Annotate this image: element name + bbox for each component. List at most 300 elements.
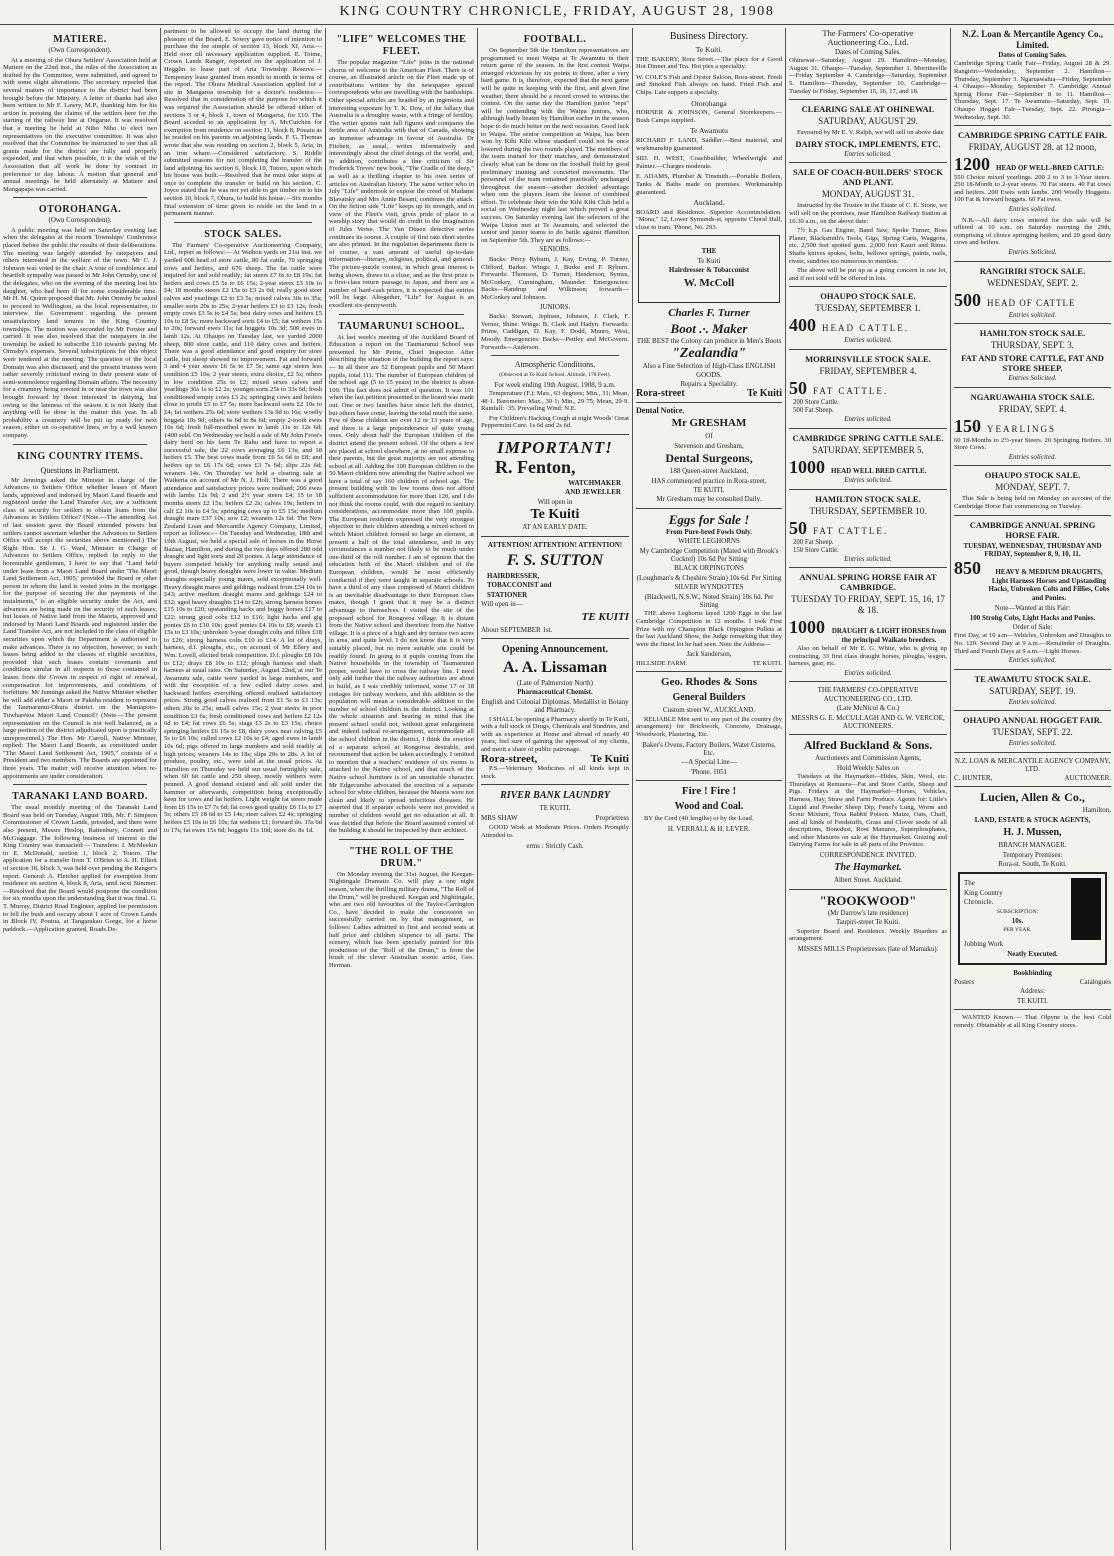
ad-subscription-box [958, 872, 1107, 965]
sale-entries: Entries solicited. [844, 475, 892, 484]
sale-heading: ANNUAL SPRING HORSE FAIR AT CAMBRIDGE. [799, 572, 937, 593]
ad-eggs-line: SILVER WYNDOTTES [674, 583, 744, 592]
ad-laundry-heading: RIVER BANK LAUNDRY [500, 790, 610, 802]
sale-count: 150 [954, 415, 981, 436]
sale-heading: CLEARING SALE AT OHINEWAL [801, 104, 935, 115]
sale-count: 50 [789, 377, 807, 398]
ad-dental-line: Of [705, 432, 713, 441]
ad-buckland-name: Alfred Buckland & Sons. [803, 738, 933, 753]
ad-buckland-sub: Auctioneers and Commission Agents, [815, 754, 921, 763]
ad-turner-town: Te Kuiti [747, 388, 782, 400]
sale-heading: NGARUAWAHIA STOCK SALE. [970, 391, 1095, 402]
divider [789, 489, 947, 490]
sale-body: This Sale is being held on Monday on account of the Cambridge Horse Fair commencing on Tuesday. [954, 495, 1111, 511]
ad-lissaman-body: I SHALL be opening a Pharmacy shortly in Te Kuiti, with a full stock of Drugs, Chemicals and Sundries, and with an experience at Home and abroad of nearly 40 years, feel sure of gaining the approval of my clients, and merit a share of public patronage. [481, 715, 629, 753]
ad-eggs-town: TE KUITI. [752, 659, 782, 667]
sale-lot [789, 618, 947, 645]
ad-lucien-trade: LAND, ESTATE & STOCK AGENTS, [974, 815, 1091, 824]
ad-turner-street: Rora-street [636, 388, 685, 400]
ad-buckland-correspondence: CORRESPONDENCE INVITED. [819, 851, 917, 860]
divider [954, 261, 1111, 262]
ad-important-heading: IMPORTANT! [497, 437, 613, 457]
sale-heading: CAMBRIDGE SPRING CATTLE FAIR. [958, 130, 1107, 141]
directory-entry: BOARD and Residence. Superior Accommodation. "Mona," 12, Lower Symonds-st, opposite Choral Hall, close to tram. 'Phone, No. 293. [636, 208, 782, 231]
article-title-taranaki-land-board: TARANAKI LAND BOARD. [12, 791, 148, 803]
divider [339, 314, 464, 315]
sale-note: Note—Wanted at this Fair: [994, 604, 1071, 613]
column-3 [326, 28, 477, 1550]
column-2 [161, 28, 325, 1550]
sale-hamilton-sept3 [954, 328, 1111, 383]
ad-buckland-body: Tuesdays at the Haymarket—Hides, Skin, Wool, etc. Thursdays at Remuera—Fat and Store Cattle, Sheep and Pigs. Fridays at the Haymarket—Horses, Vehicles, Harness, Hay, Straw and Farm Produce. Agents for: Little's Liquid and Powder Sheep Dip, Fenel's Lung, Worm and Scour Mixture, Toxa Rabbit Poison. Maize, Oats, Chaff, and all kinds of Feedstuffs, Grass and Clover seeds of all descriptions, Bonedust, Root Manures, Superphosphates, and other Manures on sale at the Haymarket. Grazing and Dairying Farms for sale in all parts of the Province. [789, 773, 947, 849]
sale-entries: Entries solicited. [844, 336, 892, 345]
ad-bookbinding-item: Catalogues [1079, 977, 1111, 986]
ad-bookbinding-items [954, 979, 1111, 987]
ad-mccoll-line: Te Kuiti [697, 256, 721, 265]
sale-morrinsville [789, 354, 947, 424]
ad-rhodes-line: Custom street W., AUCKLAND. [662, 706, 756, 715]
sale-items: 550 Choice mixed yearlings. 200 2 to 3 to 3-Year steers. 250 18-Month to 2-year steers. 70 Fat steers. 40 Fat cows and heifers. 200 Ewes with lambs. 200 Woolly Hoggetts. 100 Fat & forward hoggets. 60 Fat ewes. [954, 173, 1111, 204]
article-body-stock-sales: The Farmers' Co-operative Auctioneering Company, Ltd., report as follows:— At Waihou yards on 21st inst. we yarded 608 head of store cattle, 80 fat cattle, 70 springing cows and heifers, and 676 sheep. The fat cattle were inquired for and sold readily; fat steers £7 6s to £8 19s; fat heifers and cows £5 5s to £6 15s; 2-year steers £3 10s to £4; 18 months steers £2 15s to £3 2s 6d; really good steer calves and yearlings £2 to £3 5s; mixed calves 30s to 35s; smaller sorts 20s to 25s; 2-year heifers £3 to £3 12s; fresh empty cows £3 5s to £4 5s; best dairy cows and heifers £5 10s to £8 5s; more backward sorts £4 to £5; fat wethers 15s to 20s; forward ewes 11s; fat hoggets 10s 3d; 500 ewes in lamb 12s. At Ohaupo on Tuesday last, we yarded 2000 sheep, 800 store cattle, and 110 dairy cows and heifers. There was a good attendance and good enquiry for store cattle, but sheep showed no improvement. Fat and forward 3 and 4 year steers £6 5s to £7 5s; same age steers less condition £5 10s; 2 year steers, extra choice, £2 5s; others in low condition 25s to £2; mixed sexes calves and yearlings 36s 1s to £2 2s; younger sorts 25s to 33s 6d; fresh conditioned empty cows £3 2s; springing cows and heifers close to profit £5 to £7 5s; more backward sorts £2 10s to £4; fat wethers 25s 6d; store wethers 13s 9d to 16s; woolly hoggets 10s 9d; others 6s 6d to 8s 6d; empty 2-tooth ewes 10s 6d; fresh full-mouthed ewes in lamb 11s to 12s 6d; 1400 sold. On Wednesday we held a sale of Mr John Frost's dairy herd on his farm Te Rahu and have to report a successful sale, the 22 cows averaging £6 13s; and 18 heifers £5. The best cows made from £6 5s 6d to £8; and heifers up to £6 17s 6d; sows £3 7s 6d; slips 22s 6d; weaners 14s. On Thursday we held a clearing sale at Waikeria on account of Mr N. J. Holt. There was a good attendance and satisfactory prices were realised; 206 ewes with lambs 12s 9d; 2 and 2½ year steers £4; 15 to 18 months steers £2 15s; heifers £2 2s; calves 19s; heifers in calf £2 10s to £4 5s; springing cows up to £5 15s; medium draught mare £37 10s; sow £2; weaners 12s 6d. The New Zealand Loan and Mercantile Agency Company, Limited, report as follows:— On Tuesday and Wednesday, 18th and 19th August, we held a special sale of horses in the Horse Bazaar, Hamilton, and during the two days offered 280 odd draught and light sorts and 20 ponies. A large attendance of buyers competed briskly for anything really sound and good, though heavy draughts were lower in value. Medium draughts especially young mares, sold exceptionally well. Heavy draught mares and geldings realised from £34 10s to £43; active medium draught mares and geldings £24 to £32; aged heavy draughts £14 to £26; strong harness horses £15 10s to £20; upstanding hacks and buggy horses £17 to £22; strong good cobs £12 to £16; light hacks and gig ponies £6 to £10 10s; good ponies £4 10s to £8; weeds £1 15s to £3 10s; unbroken 3-year draught colts and fillies £18 to £26; strong harness colts £10 to £14. A lot of drays, harness, d.f. ploughs, etc., on account of Mr Ellery and Wm. Lovell, elicited brisk competition. D.f. ploughs £8 10s to £12; drays £8 10s to £12; plough harness and shaft harness at usual rates. On Saturday, August 22nd, at our Te Awamutu sale, cattle were yarded in large numbers, and with the exception of a few culled dairy cows and backward heifers everything offered realised satisfactory prices. Strong good calves realised from £1 5s to £1 13s; others 20s to 25s; small calves 15s; 2 year steers in poor condition £3 6s; fresh conditioned cows and heifers £2 12s 6d to £4; fat cows £6 5s; stags £3 2s to £3 15s; choice springing heifers £6 15s to £8, dairy cows near calving £5 5s to £6 10s; culled cows £2 10s to £4; aged ewes in lamb 10s 6d; pigs offered in large numbers and sold readily at high prices; weaners 14s to 18s; slips 20s to 28s. A lot of produce, poultry, etc., were sold at the usual prices. At Hamilton on Thursday we held our usual fortnightly sale, when 60 fat cattle and 250 sheep, mostly wethers were penned. A good demand existed and all sold under the hammer or afterwards, competition being exceptionally keen for cows and fat heifers. Light weight fat steers made from £6 15s to £7 7s 6d; fat cows good quality £6 11s to £7 5s; others £5 18 6d to £5 14s; steer calves £2 4s; springing heifers £5 10s to £6 10s; fat wethers £1; forward do. 15s 6d to 17s; fat ewes 15s 6d; hoggets 11s 10d; store do. 8s 1d. [164, 241, 322, 834]
divider [789, 567, 947, 568]
sale-items: DAIRY STOCK, IMPLEMENTS, ETC. [795, 138, 941, 149]
article-body-king-country-items: Mr Jennings asked the Minister in charge of the Advances to Settlers Office whether leases of Maori lands, approved and indorsed by Maori Land Boards and registered under the Land Transfer Act, are a sufficient class of security for settlers to obtain loans from the Advances to Settlers Office? (Note.—The amending Act of last session gave the Board extended powers but settlers cannot ascertain whether the Advances to Settlers Office will accept the securities above mentioned.) The Right Hon. Sir J. G. Ward, Minister in Charge of Advances to Settlers Office, replied: In reply to the honourable gentleman, I have to say that "Land held under lease from a Maori Land Board under 'The Maori Land Settlement Act, 1905,' provided the Board or other person in whom the land is vested joins in the mortgage for the purpose of securing the due payments of the instalments," is an eligible security under the Act, and advances are being made on the security of such leases; but leases of Native land from the Maoris, approved and indorsed by Maori Land Boards and registered under the Land Transfer Act, are not included in the class of eligible securities upon which the Department is authorised to make advances. There is no objection, however, to such leases being added to the classes of eligible securities, provided that such leases contain covenants and conditions similar in all respects to those contained in leases from the Crown in respect of right of renewal, compensation for improvements, and conditions of forfeiture. Mr Jennings asked the Native Minister whether he will add either a Maori or Pakeha resident to represent the Taumarunui-Ohura district on the Maniapoto-Tuwharetoa Maori Land Council? (Note.—The present representation on the Council is not well balanced, as a large portion of the district adjudicated upon is practically unrepresented.) The Hon. Mr Carroll, Native Minister, replied: The Maori Land Boards, as constituted under "The Maori Land Settlement Act, 1905," consists of a President and two members. The Boards are appointed for three years. The matter will receive attention when re-appointments are under consideration. [3, 476, 157, 780]
sale-stock: FAT CATTLE. [813, 525, 889, 536]
byline: (Own Correspondent). [48, 216, 112, 225]
sale-stock: HEAVY & MEDIUM DRAUGHTS, Light Harness Horses and Upstanding Hacks, Unbroken Colts and Fillies, Cobs and Ponies. [988, 568, 1110, 602]
sale-date: SATURDAY, SEPT. 19. [989, 685, 1076, 696]
ad-opening-heading: Opening Announcement. [501, 644, 609, 655]
divider [789, 681, 947, 682]
sale-count: 400 [789, 315, 816, 336]
article-body-football: On September 5th the Hamilton representatives are programmed to meet Waipa at Te Awamutu in their return game of the season. In the first contest Waipa emerged victorious by six points to three, after a very hard game. It is, therefore, expected that the next game will be quite in keeping with the first, and given fine weather, there should be a record crowd to witness the contest. On the same day the Hamilton junior "reps" will be contending with the Waipa juniors, who, although badly beaten by Hamilton earlier in the season hope to do much better on the next occasion. Good luck to Waipa. The senior competition at Waipa, has been won by Kihi Kihi whose standard could not be once lowered during the two rounds played. The members of the team trained for their matches, and demonstrated clearly what can be done on the football field by good preliminary training and concerted movements. The personnel of the team remained practically unchanged throughout the season—another decided advantage when one the players learn the lesson of combined effort. To celebrate their win the Kihi Kihi Club held a social on Wednesday night last which proved a great success. On Saturday evening last the selectors of the Waipa Union met at Te Awamutu, and selected the senior and junior teams to do battle against Hamilton on September 5th. They are as follows:— [481, 47, 629, 244]
ad-lissaman-name: A. A. Lissaman [502, 659, 608, 676]
sale-heading: CAMBRIDGE ANNUAL SPRING HORSE FAIR. [969, 519, 1096, 540]
divider [789, 162, 947, 163]
ad-eggs-line: My Cambridge Competition (Mated with Brook's Cockrel) 10s 6d Per Sitting [639, 546, 779, 563]
divider [954, 387, 1111, 388]
ad-eggs-address [636, 660, 782, 668]
sale-date: FRIDAY, SEPT. 4. [998, 403, 1067, 414]
sale-entries: Entries solicited. [844, 668, 892, 677]
divider [636, 508, 782, 509]
divider [954, 465, 1111, 466]
ad-fco-title: Auctioneering Co., Ltd. [827, 37, 909, 48]
atmospheric-readings: Temperature (F.): Max., 63 degrees; Min., 31; Mean, 48·1. Barometer: Max., 30·1; Min., 29·75; Mean, 29·9. Rainfall: ·35. Prevailing Wind: N.E. [481, 389, 629, 413]
sale-entries: Entries Solicited. [1008, 374, 1057, 383]
ad-buckland-haymarket: The Haymarket. [834, 862, 902, 874]
divider [13, 444, 147, 445]
sale-ohinewai [789, 104, 947, 158]
ad-subscription-line: Neatly Executed. [1007, 949, 1058, 958]
divider [481, 638, 629, 639]
ad-rhodes-body: RELIABLE Men sent to any part of the country (by arrangement) for Brickwork, Concrete, Drainage, Woodwork, Plastering, Etc. [636, 715, 782, 738]
ad-subscription-line: King Country [964, 888, 1003, 897]
ad-subscription-price: 10s. [1011, 916, 1024, 925]
ad-dental-name: Mr GRESHAM [671, 417, 747, 430]
ad-rookwood-body: Superior Board and Residence. Weekly Boarders as arrangement. [789, 927, 947, 943]
ad-rhodes-line: 'Phone. 1051 [690, 767, 728, 776]
sale-lot [954, 417, 1111, 437]
sale-entries: Entries solicited. [1008, 204, 1057, 213]
article-title-life-fleet: "LIFE" WELCOMES THE FLEET. [336, 34, 467, 57]
ad-rhodes-line: —A Special Line— [681, 758, 737, 767]
sale-stock: FAT CATTLE. [813, 385, 889, 396]
sale-date: FRIDAY, SEPTEMBER 4. [819, 365, 917, 376]
divider [789, 734, 947, 735]
directory-entry: RICHARD F. LAND, Saddler.—Best material, and workmanship guaranteed. [636, 136, 782, 152]
ad-rhodes-trade: General Builders [672, 692, 746, 704]
article-body-otorohanga: A public meeting was held on Saturday evening last when the delegates at the recent Townships' Conference placed before the public the results of their deliberations. The meeting was largely attended by ratepayers and others interested in the welfare of the town. Mr C. J. Johnson was voted to the chair. A vote of condolence and heartfelt sympathy was passed to Mr John Ormsby, one of the delegates, who on the evening of the meeting lost his daughter, who had been ill for some considerable time. Mr H. M. Quinn proposed that Mr. John Ormsby be asked to proceed to Wellington, as the local representative, to interview the Government regarding the present unsatisfactory land tenures in the King Country townships. The motion was seconded by Mr Forster and carried. It was also resolved that the ratepayers in the township be asked to subscribe £10 towards paying Mr Ormsby's expenses. Several subscriptions for this object were tendered at the meeting. The question of the local Domain was also discussed, and the present trustees were rather severely criticised owing to their present state of semi-somnolence regarding Domain affairs. The necessity for a creamery being erected in or near the town was also brought forward by those interested in dairying, but owing to the lateness of the season it is not likely that anything will be done in the matter this year. In all probability a creamery will be put up ready for next season, either on co-operative lines, or by a well known company. [3, 226, 157, 439]
sale-lot [789, 316, 947, 336]
ad-nzloan-footer: N.Z. LOAN & MERCANTILE AGENCY COMPANY, LTD. [954, 756, 1111, 774]
ad-turner-name: Charles F. Turner [668, 306, 750, 319]
ad-eggs-signature: Jack Sanderson, [686, 650, 732, 659]
ad-fco-dates: Ohinewai—Saturday, August 29. Hamilton—Monday, August 31. Ohaupo—Tuesday, September 1. Morrinsville—Friday September 4. Cambridge—Saturday, September 5. Hamilton—Thursday, September 10. Cambridge—Tuesday to Friday, September 15, 16, 17, and 18. [789, 57, 947, 95]
ad-nzloan-auctioneer-role: AUCTIONEER. [1064, 773, 1111, 782]
sale-note: N.B.—All dairy cows entered for this sale will be offered at 10 a.m. on Saturday morning the 29th, comprising of choice springing heifers, and 20 good dairy cows and heifers. [954, 216, 1111, 247]
ad-sutton-name: F. S. SUTTON [506, 551, 604, 569]
ad-sutton-trade: HAIRDRESSER, [487, 571, 540, 580]
sale-count: 1000 [789, 617, 825, 638]
directory-entry: HORNER & JOHNSON, General Storekeepers.—Bush Camps supplied. [636, 109, 782, 124]
article-body-taumarunui-school: At last week's meeting of the Auckland Board of Education a report on the Taumarunui School was presented by Mr Petrie, Chief Inspector. After describing the situation of the building the report says:— In all there are 52 European pupils and 50 Maori pupils, total 111. The number of European children of the school age (5 to 15 years) in the district is about 109. This fact does not admit of question. It was 101 when the last petition presented to the board was made out. One or two families have since left the district, but others have come, leaving the total much the same. Few of these children are over 12 or 13 years of age, and there is a large preponderance of quite young ones. Only about half the European children of the district attend the present school. Of the others a few are placed at school elsewhere, at no small expense to their parents, but the great majority are not attending school at all. Adding the 100 European children to the 50 Maori children now attending the Native school we have a total of say 160 children of school age. The present building with its low rooms does not afford sufficient accommodation for more than 120, and I do not think the rooms could, with due regard to sanitary considerations, accommodate more than 100 pupils. The European residents expressed the very strongest objection to their children attending a mixed school in which Maori children formed so large an element, at present a half of the total attendance, and in any circumstances a number not likely to be much under one-third of the roll number. I am of opinion that the education both of the Maori children and of the European children, would be most efficiently conducted if they were taught in separate schools. To have a third of any class composed of Maori children is an inevitable disadvantage to their European class mates, though I grant that it may be a distinct advantage to themselves. I visited the site of the proposed school for Rongoroa village. It is distant from the Native school and therefore from the Native village. It is a piece of a high and dry terrace two acres in area, and quite level. I do not know that it is very suitably placed, but no more suitable site could be readily found. In going to it pupils coming from the Native households in the township of Taumarunui proper, would have to cross the railway line. I need only add further that the railway authorities are about to build, as I was credibly informed, some 17 or 18 cottages for railway workers, and this addition to the population will mean a considerable addition to the number of school children in the district. Looking at the whole situation and bearing in mind that the present school could not, without great enlargement and indeed radical re-arrangement, accommodate all the school children in the district, I think the erection of a separate school at Rongoroa desirable, and recommend that action be taken accordingly. I omitted to mention that a teachers' residence of six rooms is attached to the Native school, and that much of the Native school furniture is of an unsuitable character. Mr Edgecumbe advocated the erection of a separate school for white children, because the Maoris were not clean and likely to spread infectious diseases. He asserted that if separate schools were not provided a number of children would get no education at all. It was decided that before the Board assumed control of the building it should be inspected by their architect. [329, 333, 474, 835]
divider [481, 784, 629, 785]
ad-turner-trade: Boot .·. Maker [670, 320, 748, 336]
ad-nzloan-auctioneer-name: C. HUNTER, [954, 773, 993, 782]
ad-lissaman-address [481, 752, 629, 765]
sale-wanted: 100 Strohg Cobs, Light Hacks and Ponies. [969, 613, 1096, 622]
sale-heading: HAMILTON STOCK SALE. [815, 493, 921, 504]
ad-fco-footer-late: (Late McNicol & Co.) [836, 704, 900, 713]
sale-ohaupo-sept7 [954, 470, 1111, 510]
divider [789, 889, 947, 890]
sale-date: FRIDAY, AUGUST 28. at 12 noon, [968, 142, 1097, 153]
sale-date: MONDAY, AUGUST 31. [821, 189, 915, 200]
ad-fenton-trade: AND JEWELLER [565, 488, 621, 497]
ad-fenton-place: Te Kuiti [530, 507, 580, 523]
divider [954, 669, 1111, 670]
sale-entries: Entries solicited. [1008, 656, 1057, 665]
divider [954, 1009, 1111, 1010]
ad-rookwood-signature: MISSES MILLS Proprietresses (late of Mamaku). [797, 944, 939, 953]
ad-lissaman-line: English and Colonial Diplomas. Medallist in Botany and Pharmacy. [481, 697, 629, 715]
ad-dental-line: Mr Gresham may be consulted Daily. [656, 495, 762, 504]
column-4 [478, 28, 632, 1550]
sale-lot [954, 291, 1111, 311]
sale-stock: HEAD OF CATTLE [987, 297, 1076, 308]
sale-stock: YEARLINGS [987, 423, 1056, 434]
ad-rookwood-sub: (Mr Darrow's late residence) [827, 908, 909, 917]
directory-entry: THE BAKERY, Rora Street.—The place for a Good Hot Dinner and Tea. Hot pies a speciality. [636, 55, 782, 71]
sale-lot [954, 155, 1111, 173]
ad-nzloan-signature [954, 775, 1111, 783]
divider [954, 710, 1111, 711]
article-body-matiere: At a meeting of the Ohura Settlers' Association held at Matiere on the 22nd inst., the rules of the Association as drafted by the Committee, were submitted, and agreed to with some slight alterations. The secretary reported that several matters of importance to the district had been brought before the Ministry. A letter of thanks had also been written to Mr F. Lawry, M.P., thanking him for his action in pressing the claims of the settlers here for the starting of the railway line at Ongarue. It was resolved that a meeting be held at Niho Niho to elect two representatives on the executive committee. It was also resolved that the Committee be instructed to see that all grants made for the district are fully and properly expended, and that when possible, it is the wish of the Association that all work be done by contract in preference to day labour. A motion that general and annual meetings be held alternately at Matiere and Mangapapa was carried. [3, 56, 157, 193]
article-body-roll-of-drum: On Monday evening the 31st August, the Keegan-Nightingale Dramatic Co. will play a one night season, when the thrilling military drama, "The Roll of the Drum," will be produced. Keegan and Nightingale, who are two old favourites of the Taylor-Carrington Co., have decided to make the concession so successfully carried on by that management, as follows: Ladies admitted to first and second seats at half price and children sixpence to all parts. The scenery, which has been specially painted for this production of the "Roll of the Drum," is from the brush of the clever Australian scenic artist, Geo. Herman. [329, 870, 474, 969]
ad-rhodes-line: Baker's Ovens, Factory Boilers, Water Cisterns, Etc. [642, 740, 776, 757]
article-title-matiere: MATIERE. [53, 34, 107, 45]
ad-turner-line: Also a Fine Selection of High-Class ENGLISH GOODS. [642, 362, 776, 379]
ad-sutton-trade: TOBACCONIST and [487, 581, 552, 590]
sale-line: 150 Store Cattle. [793, 546, 839, 554]
directory-entry: SID. H. WEST, Coachbuilder, Wheelwright and Painter.—Charges moderate. [636, 155, 782, 170]
sale-body: Instructed by the Trustee in the Estate of C. E. Stone, we will sell on the premises, near Hamilton Railway Station at 10.30 a.m., on the above date: [789, 202, 947, 225]
divider [481, 434, 629, 435]
sale-line: 200 Fat Sheep. [793, 538, 834, 546]
column-7 [951, 28, 1114, 1550]
ad-turner-address [636, 390, 782, 398]
ad-nzloan-dates: Cambridge Spring Cattle Fair—Friday, August 28 & 29. Rangiriri—Wednesday, September 2. Hamilton—Thursday, September 3. Ngaruawahia—Friday, September 4. Ohaupo—Monday, September 7. Cambridge Annual Spring Horse Fair—September 8 to 11. Hamilton—Thursday, Sept. 17. Te Awamutu—Saturday, Sept. 19. Ohaupo Hogget Fair—Tuesday, Sept. 22. Pirongia—Wednesday, Sept. 30. [954, 60, 1111, 121]
ad-lissaman-street: Rora-street, [481, 752, 538, 765]
directory-heading: Business Directory. [669, 31, 749, 42]
article-title-football: FOOTBALL. [523, 34, 587, 45]
sale-ohaupo [789, 291, 947, 345]
sale-entries: Entries solicited. [1008, 739, 1057, 748]
sale-entries: Entries solicited. [1008, 310, 1057, 319]
ad-dental-line: TE KUITI. [693, 485, 725, 494]
ad-laundry-role: Proprietress [595, 813, 629, 822]
sale-date: TUESDAY, WEDNESDAY, THURSDAY AND FRIDAY, September 8, 9, 10, 11. [963, 541, 1102, 559]
ad-lucien-line: Rora-st. South, Te Kuiti. [998, 859, 1067, 868]
ad-lucien-town: Hamilton, [1082, 806, 1111, 815]
ad-sutton-date: About SEPTEMBER 1st. [481, 625, 553, 634]
sale-heading: HAMILTON STOCK SALE. [979, 328, 1086, 339]
divider [636, 402, 782, 403]
team-list-seniors: Backs: Percy Ryburn, J. Kay, Erving, P. Turner, Clifford, Barker. Wings: J. Burke and F. Ryburn. Forwards: Thomson, D. Turner, Henderson, Symes, McConkey, Cunningham, Maunder. Emergencies: Backs—Randrup and Wilkinson; forwards—McConkey and Johnson. [481, 256, 629, 301]
sale-heading: SALE OF COACH-BUILDERS' STOCK AND PLANT. [793, 167, 943, 188]
ad-eggs-farm: HILLSIDE FARM. [636, 659, 688, 667]
divider [481, 536, 629, 537]
ad-olpyne: WANTED Known.— That Olpyne is the best Cold remedy. Obtainable at all King Country stores. [954, 1013, 1111, 1029]
ad-dental-line: 188 Queen-street Auckland, [669, 467, 749, 476]
divider [339, 839, 464, 840]
divider [954, 323, 1111, 324]
sale-ngaruawahia [954, 392, 1111, 462]
directory-town: Te Kuiti. [695, 45, 723, 54]
ad-laundry-proprietress [481, 815, 629, 823]
ad-lissaman-town: Te Kuiti [590, 752, 629, 765]
ad-dental-firm: Dental Surgeons, [665, 451, 753, 466]
sale-stock: FAT AND STORE CATTLE, FAT AND STORE SHEEP. [961, 353, 1104, 374]
sale-body: Also on behalf of Mr E. G. White, who is giving up contracting, 33 first class draught horses, ploughs, wagon, harness, gear, etc. [789, 644, 947, 668]
newspaper-masthead: KING COUNTRY CHRONICLE, FRIDAY, AUGUST 28, 1908 [0, 0, 1114, 25]
sale-cambridge-horse-fair [954, 520, 1111, 665]
ad-eggs-body: THE above Leghorns layed 1200 Eggs in the last Cambridge Competition in 12 months. I took First Prize with my Champion Black Orpington Pullets at the last Auckland Show, the Judge remarking that they were the finest lot he had seen. Note the Address— [636, 610, 782, 648]
article-continuation: partment to be allowed to occupy the land during the pleasure of the Board. E. Sowry gave notice of intention to purchase the fee simple of section 13, block XI, Aria.—Held over till necessary application supplied. E. Toime, Crown Lands Ranger, reported on the application of J. Hegglin to lease part of Aria Township Reserve.—Temporary lease granted from month to month in terms of the report. The Ohura Medical Association applied for a site in Mangaroa township for a doctor's residence.—Resolved that in consideration of the purpose for which it was required the Association should be offered either of sections 3 or 4, block 1, town of Mangaroa, for £10. The Board acceded to an application by A. McCutchen for exemption from residence on section 11, block 8, Pouatu as he resided on his parents on adjoining lands. F. G. Thomas wrote that she was residing on section 2, block 5, Aria, in an iron whare.—Considered satisfactory. S. Riddle submitted reasons for not completing the transfer of the land adjoining his section 6, block 10, Totoro, upon which his house was built.—Resolved that he must take steps at once to complete the transfer or build on his section. C. Joyce stated that he was not yet able to get timber on to his section 10, block 7, Ohura, to build his house.—Six months final extension of time given to reside on the land in a permanent manner. [164, 28, 322, 218]
team-list-juniors: Backs: Stewart, Jephson, Johnson, J. Clark, F. Verner, Shine. Wings: B. Clark and Hadyn. Forwards: Prime, Caddigan, D. Kay, F. Dodd, Munro, West, Moody. Emergencies: Backs—Pettley and McGovern. Forwards—Anderson. [481, 313, 629, 351]
ad-sutton-place: TE KUITI [581, 610, 629, 623]
ad-lucien-manager: H. J. Mussen, [1003, 827, 1062, 839]
sale-count: 500 [954, 289, 981, 310]
sale-note: The above will be put up as a going concern in one lot, and if not sold will be offered in lots. [789, 267, 947, 282]
sale-date: SATURDAY, SEPTEMBER 5. [812, 444, 924, 455]
sale-entries: Entries Solicited. [1008, 247, 1057, 256]
article-title-king-country-items: KING COUNTRY ITEMS. [17, 450, 143, 462]
ad-dental-line: HAS commenced practice in Rora-street, [651, 476, 767, 485]
ad-fenton-name: R. Fenton, [495, 456, 576, 477]
ad-buckland-address: Albert Street. Auckland. [833, 876, 903, 885]
divider [954, 515, 1111, 516]
ad-eggs-line: WHITE LEGHORNS [678, 537, 740, 546]
ad-rookwood-address: Taupiri-street Te Kuiti. [835, 918, 900, 927]
ad-laundry-body: GOOD Work at Moderate Prices. Orders Promptly Attended to. [481, 824, 629, 839]
sale-date: TUESDAY TO FRIDAY, SEPT. 15, 16, 17 & 18. [791, 594, 945, 616]
divider [174, 222, 312, 223]
divider [13, 784, 147, 785]
ad-fco-dates-heading: Dates of Coming Sales. [834, 47, 902, 56]
ad-bookbinding-place: TE KUITI. [1016, 996, 1049, 1005]
sale-heading: OHAUPO ANNUAL HOGGET FAIR. [962, 715, 1102, 726]
ad-fco-title: The Farmers' Co-operative [822, 28, 914, 38]
divider [954, 125, 1111, 126]
ad-eggs-line: BLACK ORPINGTONS [674, 564, 744, 573]
sale-heading: OHAUPO STOCK SALE. [820, 291, 916, 302]
sale-stock: HEAD OF WELL-BRED CATTLE: [996, 164, 1105, 173]
sale-lot [789, 519, 947, 539]
sale-hamilton [789, 494, 947, 564]
team-label-juniors: JUNIORS. [539, 302, 571, 311]
sale-heading: CAMBRIDGE SPRING CATTLE SALE. [792, 432, 944, 443]
ad-eggs-subheading: From Pure-bred Fowls Only. [666, 527, 752, 536]
sale-count: 50 [789, 517, 807, 538]
sale-date: MONDAY, SEPT. 7. [995, 482, 1070, 493]
sale-rangiriri [954, 266, 1111, 320]
ad-eggs-line: (Blackwell, N.S.W., Noted Strain) 10s 6d. Per Sitting [644, 592, 774, 609]
column-5 [633, 28, 785, 1550]
divider [789, 99, 947, 100]
ad-sutton-open: Will open in— [481, 600, 523, 609]
ad-rookwood-name: "ROOKWOOD" [819, 892, 917, 908]
ad-laundry-owner: MRS SHAW [481, 813, 518, 822]
sale-entries: Entries solicited. [844, 149, 892, 158]
ad-lucien-line: BRANCH MANAGER. [998, 841, 1067, 850]
sale-items: 7½ h.p. Gas Engine, Band Saw, Spoke Turner, Boss Planer, Blacksmith's Tools, Gigs, Spring Carts, Waggons, etc. 2,500 feet spotted gum. 2,000 feet Kauri and Rimu. Shafts knives spokes, bolts, bellows springs, paints, nails, rivets, sundries too numerous to mention. [789, 227, 947, 265]
sale-date: WEDNESDAY, SEPT. 2. [986, 277, 1079, 288]
ad-fco-auctioneers: MESSRS G. E. McCULLAGH AND G. W. VERCOE, AUCTIONEERS. [791, 713, 945, 730]
ad-sutton-trade: STATIONER [487, 590, 528, 599]
sale-entries: Entries solicited. [1008, 452, 1057, 461]
atmospheric-week: For week ending 19th August, 1908, 9 a.m. [494, 380, 616, 389]
sale-date: TUESDAY, SEPT. 22. [992, 727, 1073, 738]
article-title-stock-sales: STOCK SALES. [204, 228, 282, 240]
sale-stock: DRAUGHT & LIGHT HORSES from the principal Waikato breeders. [831, 627, 947, 644]
ad-lissaman-line: Pharmaceutical Chemist. [517, 688, 593, 697]
sale-date: SATURDAY, AUGUST 29. [818, 116, 918, 127]
sale-heading: MORRINSVILLE STOCK SALE. [805, 353, 931, 364]
sale-heading: RANGIRIRI STOCK SALE. [979, 265, 1086, 276]
divider [954, 786, 1111, 787]
sale-count: 1200 [954, 154, 990, 175]
article-body-life-fleet: The popular magazine "Life" joins in the national chorus of welcome to the American Fleet. There is of course, an illustrated article on the Fleet made up of contributions written by the newspaper special correspondents who are travelling with the battleships. Other special articles are headed by an ingenious and interesting exposure by T. K. Dow, of the fallacy that Australia is a droughty waste, with a fringe of fertility. The writer quotes rain fall figures and compares the fertile area of Australia with that of Canada, showing an immense advantage in favour of Australia. Dr Fitchett, as usual, writes informatively and interestingly about the chief doings of the world, and, in addition, contributes a fine criticism of Sir Frederick Treves' new book, "The Cradle of the deep," as well as a thrilling chapter to his own series of articles on Australian history. The same writer who in July "Life" undertook to expose the creed of Madame Blavatsky and Mrs Annie Besant, continues the attack. On the fiction side "Life" keeps up its strength, and in view of the Fleet's visit, gives pride of place to a warship story that would do credit to the imagination of Jules Verne. The Van Dusen detective series continues its course. A couple of first rate short stories are also printed. In the regulation departments there is of course, a vast amount of useful up-to-date information—literary, religious, political, and general. The picture-puzzle contest, in which great interest is being shown, draws to a close, and as the first prize is a first-class return passage to Japan, and there are a number of hard-cash prizes, it is expected that entries will be large. Altogether, "Life" for August is an excellent six-pennyworth. [329, 59, 474, 309]
sale-cambridge-cattle-fair [954, 130, 1111, 256]
ad-lucien-line: Temporary Premises: [1002, 850, 1063, 859]
ad-mccoll-line: THE [701, 247, 717, 256]
ad-mccoll-line: Hairdresser & Tobacconist [668, 266, 750, 275]
ad-nzloan-dates-heading: Dates of Coming Sales. [998, 51, 1067, 59]
decorative-block [1071, 878, 1101, 940]
sale-count: 1000 [789, 456, 825, 477]
directory-town: Te Awamutu [690, 126, 728, 136]
ad-turner-line: THE BEST the Colony can produce in Men's Boots [636, 336, 782, 345]
ad-bookbinding-item: Posters [954, 977, 975, 986]
ad-fire-signature: H. VERRALL & H. LEVER. [667, 824, 751, 833]
ad-mccoll-box [638, 235, 780, 302]
divider [636, 780, 782, 781]
article-body-taranaki-land-board: The usual monthly meeting of the Taranaki Land Board was held on Tuesday, August 18th, Mr. F. Simpson Commissioner of Crown Lands, presided, and there were also present, Messrs Heslop, Rattenbury, Connett and McGuggage. The following business of interest to the King Country was transacted:— Transfers: J. McMeekin to E. McDonald, section 1, block 2, Totoro. The application for a transfer from T. O'Brien to A. H. Elliott of section 18, block 3, was held over pending the Ranger's report. General: A. Fletcher applied for exemption from residence on section 4, block 8, Aria, until next Summer.—Resolved that the Board would postpone the condition for six months upon the understanding that it was final. G. T. Murray, District Road Engineer, applied for permission to fell the bush and occupy about 1 acre of Crown Lands in Block IV, Poutua, at Tangarakau Gorge, for a horse paddock.—Application granted, Roads De- [3, 804, 157, 933]
sale-te-awamutu [954, 674, 1111, 707]
sale-date: TUESDAY, SEPTEMBER 1. [815, 303, 921, 314]
ad-subscription-period: PER YEAR. [1003, 927, 1032, 934]
sale-entries: Entries solicited. [844, 554, 892, 563]
sale-line: 200 Store Cattle. [793, 398, 839, 406]
sale-date: THURSDAY, SEPT. 3. [990, 340, 1075, 351]
sale-cambridge-spring-cattle [789, 433, 947, 485]
ad-lissaman-ps: P.S.—Veterinary Medicines of all kinds kept in stock. [481, 765, 629, 780]
sale-entries: Entries solicited. [844, 414, 892, 423]
sale-heading: OHAUPO STOCK SALE. [984, 470, 1081, 481]
article-title-roll-of-drum: "THE ROLL OF THE DRUM." [349, 845, 454, 869]
ad-turner-line: Repairs a Speciality. [680, 379, 738, 388]
sale-order: First Day, at 10 a.m—Vehicles, Unbroken and Draughts to No. 120. Second Day at 9 a.m.—Remainder of Draughts. Third and Fourth Days at 9 a.m.—Light Horses. [954, 632, 1111, 655]
ad-fenton-open: Will open in [537, 497, 573, 506]
ad-eggs-heading: Eggs for Sale ! [668, 511, 750, 527]
ad-fire-subheading: Wood and Coal. [674, 801, 744, 813]
ad-turner-brand: "Zealandia" [672, 346, 746, 362]
divider [789, 349, 947, 350]
byline: (Own Correspondent). [48, 46, 112, 54]
ad-lissaman-line: (Late of Palmerston North) [516, 679, 593, 687]
sale-spring-horse-fair [789, 572, 947, 677]
ad-mccoll-name: W. McColl [683, 276, 735, 289]
sale-heading: TE AWAMUTU STOCK SALE. [974, 673, 1091, 684]
sale-body: Favoured by Mr E. V. Ralph, we will sell on above date [797, 129, 944, 137]
directory-town: Auckland. [693, 198, 725, 208]
team-label-seniors: SENIORS. [539, 245, 571, 254]
ad-attention: ATTENTION! ATTENTION! ATTENTION! [487, 540, 623, 549]
sale-order-heading: Order of Sale: [1012, 622, 1053, 631]
sale-entries: Entries solicited. [1008, 697, 1057, 706]
ad-laundry-terms: erms : Strictly Cash. [526, 841, 584, 850]
ad-dental-heading: Dental Notice. [636, 405, 685, 415]
sale-lot [954, 559, 1111, 603]
ad-buckland-sub: Hold Weekly Sales on [836, 763, 900, 772]
atmospheric-note: (Observed at Te Kuiti School. Altitude, 178 Feet). [499, 372, 611, 379]
ad-fire-body: BY the Cord (4ft lengths) or by the Load. [644, 815, 754, 823]
column-6 [786, 28, 950, 1550]
article-subtitle: Questions in Parliament. [40, 465, 120, 475]
sale-stock: HEAD WELL BRED CATTLE. [831, 466, 927, 475]
ad-subscription-line: Jobbing Work [964, 940, 1004, 949]
sale-ohaupo-hogget [954, 715, 1111, 748]
article-title-otorohanga: OTOROHANGA. [38, 204, 122, 216]
divider [491, 355, 619, 356]
ad-fenton-date: AT AN EARLY DATE. [522, 523, 588, 532]
sale-items: 60 18-Months to 2½-year Steers. 20 Springing Heifers. 30 Store Cows. [954, 436, 1111, 452]
sale-lot [789, 458, 947, 476]
sale-stock: HEAD CATTLE. [822, 323, 909, 334]
sale-count: 850 [954, 558, 981, 579]
ad-subscription-line: Chronicle. [964, 898, 994, 907]
ad-subscription-label: SUBSCRIPTION: [996, 908, 1039, 915]
sale-lot [789, 379, 947, 399]
divider [13, 197, 147, 198]
divider [789, 428, 947, 429]
ad-nzloan-title: N.Z. Loan & Mercantile Agency Co., Limited. [961, 29, 1104, 50]
divider [954, 752, 1111, 753]
ad-fco-footer: THE FARMERS' CO-OPERATIVE AUCTIONEERING CO., LTD. [817, 686, 919, 703]
ad-subscription-line: The [964, 879, 975, 888]
